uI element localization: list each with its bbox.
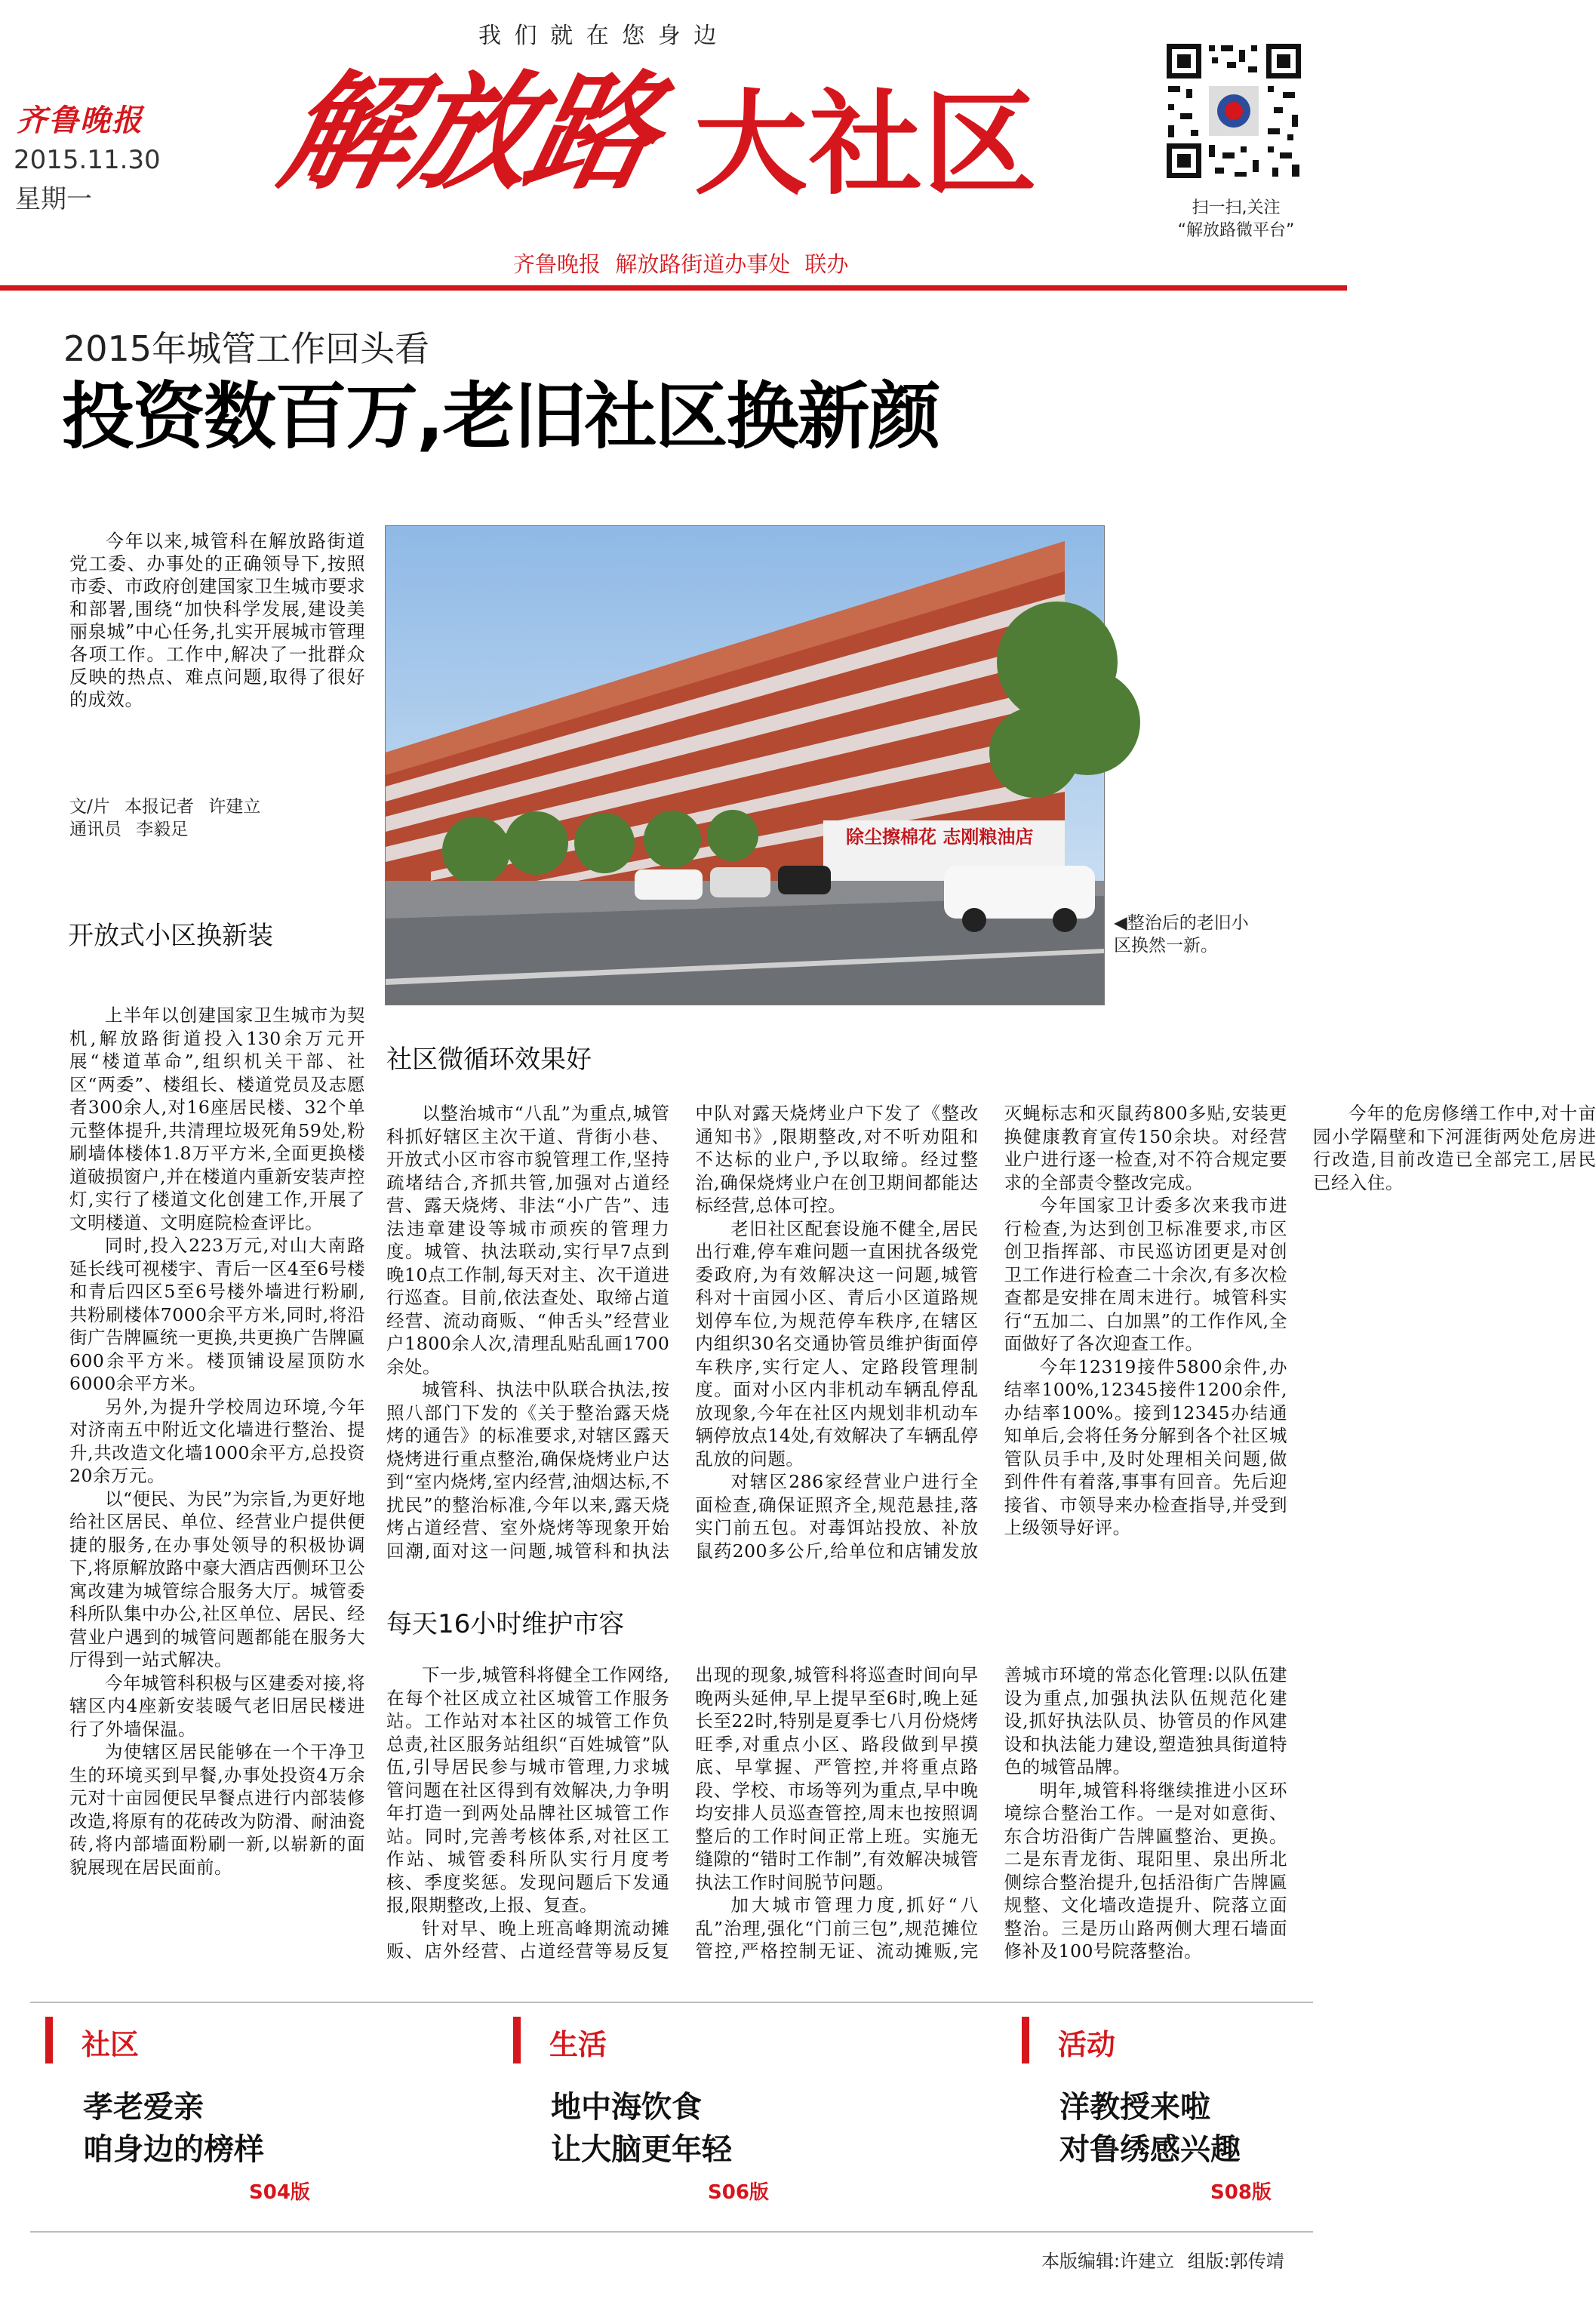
footer-item-line2: 对鲁绣感兴趣	[1059, 2132, 1241, 2167]
section1-heading: 开放式小区换新装	[68, 921, 273, 951]
section2-heading: 社区微循环效果好	[386, 1045, 592, 1075]
masthead-rule	[0, 285, 1347, 291]
paper-logo: 齐鲁晚报	[17, 103, 143, 138]
photo-shop-sign: 除尘擦棉花 志刚粮油店	[846, 826, 1034, 848]
issue-weekday: 星期一	[15, 184, 92, 214]
footer-item-line1: 地中海饮食	[551, 2090, 702, 2125]
section2-body: 以整治城市“八乱”为重点,城管科抓好辖区主次干道、背街小巷、开放式小区市容市貌管理工作,坚持疏堵结合,齐抓共管,加强对占道经营、露天烧烤、非法“小广告”、违法违章建设等城市顽疾的管理力度。城管、执法联动,实行早7点到晚10点工作制,每天对主、次干道进行巡查。目前,依法查处、取缔占道经营、流动商贩、“伸舌头”经营业户1800余人次,清理乱贴乱画1700余处。 城管科、执法中队联合执法,按照八部门下发的《关于整治露天烧烤的通告》的标准要求,对辖区露天烧烤进行重点整治,确保烧烤业户达到“室内烧烤,室内经营,油烟达标,不扰民”的整治标准,今年以来,露天烧烤占道经营、室外烧烤等现象开始回潮,面对这一问题,城管科和执法中队对露天烧烤业户下发了《整改通知书》,限期整改,对不听劝阻和不达标的业户,予以取缔。经过整治,确保烧烤业户在创卫期间都能达标经营,总体可控。 老旧社区配套设施不健全,居民出行难,停车难问题一直困扰各级党委政府,为有效解决这一问题,城管科对十亩园小区、青后小区道路规划停车位,为规范停车秩序,在辖区内组织30名交通协管员维护街面停车秩序,实行定人、定路段管理制度。面对小区内非机动车辆乱停乱放现象,今年在社区内规划非机动车辆停放点14处,有效解决了车辆乱停乱放的问题。 对辖区286家经营业户进行全面检查,确保证照齐全,规范悬挂,落实门前五包。对毒饵站投放、补放鼠药200多公斤,给单位和店铺发放灭蝇标志和灭鼠药800多贴,安装更换健康教育宣传150余块。对经营业户进行逐一检查,对不符合规定要求的全部责令整改完成。 今年国家卫计委多次来我市进行检查,为达到创卫标准要求,市区创卫指挥部、市民巡访团更是对创卫工作进行检查二十余次,有多次检查都是安排在周末进行。城管科实行“五加二、白加黑”的工作作风,全面做好了各次迎查工作。 今年12319接件5800余件,办结率100%,12345接件1200余件,办结率100%。接到12345办结通知单后,会将任务分解到各个社区城管队员手中,及时处理相关问题,做到件件有着落,事事有回音。先后迎接省、市领导来办检查指导,并受到上级领导好评。 今年的危房修缮工作中,对十亩园小学隔壁和下河涯街两处危房进行改造,目前改造已全部完工,居民已经入住。	[386, 1103, 1596, 1562]
footer-item-tag: 生活	[549, 2028, 607, 2061]
footer-item-bar	[513, 2017, 521, 2063]
footer-item-line1: 洋教授来啦	[1059, 2090, 1210, 2125]
qr-code-graphic	[1162, 39, 1305, 183]
footer-item-bar	[45, 2017, 53, 2063]
footer-bottom-rule	[30, 2231, 1313, 2233]
footer-item-page: S04版	[249, 2181, 310, 2204]
footer-item-community[interactable]	[45, 2017, 332, 2205]
street-photo-illustration	[386, 526, 1104, 1005]
footer-item-page: S06版	[708, 2181, 769, 2204]
masthead-partners: 齐鲁晚报 解放路街道办事处 联办	[513, 251, 849, 277]
byline-correspondent: 通讯员 李毅足	[69, 820, 189, 839]
qr-caption-line2: “解放路微平台”	[1177, 221, 1295, 240]
masthead-title-main: 大社区	[694, 79, 1039, 211]
article-headline: 投资数百万,老旧社区换新颜	[62, 374, 939, 459]
section3-heading: 每天16小时维护市容	[386, 1609, 625, 1639]
footer-editor-credit: 本版编辑:许建立 组版:郭传靖	[1041, 2251, 1284, 2272]
footer-item-life[interactable]	[513, 2017, 800, 2205]
footer-item-tag: 社区	[81, 2028, 140, 2061]
footer-item-bar	[1022, 2017, 1029, 2063]
footer-item-page: S08版	[1210, 2181, 1272, 2204]
footer-item-tag: 活动	[1058, 2028, 1116, 2061]
masthead-title-script: 解放路	[269, 57, 669, 207]
qr-caption-line1: 扫一扫,关注	[1192, 199, 1281, 217]
section1-body: 上半年以创建国家卫生城市为契机,解放路街道投入130余万元开展“楼道革命”,组织机关干部、社区“两委”、楼组长、楼道党员及志愿者300余人,对16座居民楼、32个单元整体提升,共清理垃圾死角59处,粉刷墙体楼体1.8万平方米,全面更换楼道破损窗户,并在楼道内重新安装声控灯,实行了楼道文化创建工作,开展了文明楼道、文明庭院检查评比。 同时,投入223万元,对山大南路延长线可视楼宇、青后一区4至6号楼和青后四区5至6号楼外墙进行粉刷,共粉刷楼体7000余平方米,同时,将沿街广告牌匾统一更换,共更换广告牌匾600余平方米。楼顶铺设屋顶防水6000余平方米。 另外,为提升学校周边环境,今年对济南五中附近文化墙进行整治、提升,共改造文化墙1000余平方,总投资20余万元。 以“便民、为民”为宗旨,为更好地给社区居民、单位、经营业户提供便捷的服务,在办事处领导的积极协调下,将原解放路中豪大酒店西侧环卫公寓改建为城管综合服务大厅。城管委科所队集中办公,社区单位、居民、经营业户遇到的城管问题都能在服务大厅得到一站式解决。 今年城管科积极与区建委对接,将辖区内4座新安装暖气老旧居民楼进行了外墙保温。 为使辖区居民能够在一个干净卫生的环境买到早餐,办事处投资4万余元对十亩园便民早餐点进行内部装修改造,将原有的花砖改为防滑、耐油瓷砖,将内部墙面粉刷一新,以崭新的面貌展现在居民面前。	[69, 1005, 365, 1878]
photo-caption: ◀整治后的老旧小区换然一新。	[1114, 913, 1249, 956]
qr-code[interactable]	[1162, 39, 1305, 183]
footer-item-line2: 让大脑更年轻	[551, 2132, 732, 2167]
footer-item-activity[interactable]	[1022, 2017, 1308, 2205]
article-lead: 今年以来,城管科在解放路街道党工委、办事处的正确领导下,按照市委、市政府创建国家卫生城市要求和部署,围绕“加快科学发展,建设美丽泉城”中心任务,扎实开展城市管理各项工作。工作中,解决了一批群众反映的热点、难点问题,取得了很好的成效。	[69, 531, 365, 710]
article-kicker: 2015年城管工作回头看	[63, 328, 430, 369]
masthead-slogan: 我 们 就 在 您 身 边	[478, 23, 720, 49]
footer-item-line2: 咱身边的榜样	[83, 2132, 264, 2167]
byline-reporter: 文/片 本报记者 许建立	[69, 797, 261, 817]
footer-item-line1: 孝老爱亲	[83, 2090, 204, 2125]
article-photo	[385, 525, 1105, 1005]
section3-body: 下一步,城管科将健全工作网络,在每个社区成立社区城管工作服务站。工作站对本社区的城管工作负总责,社区服务站组织“百姓城管”队伍,引导居民参与城市管理,力求城管问题在社区得到有效解决,力争明年打造一到两处品牌社区城管工作站。同时,完善考核体系,对社区工作站、城管委科所队实行月度考核、季度奖惩。发现问题后下发通报,限期整改,上报、复查。 针对早、晚上班高峰期流动摊贩、店外经营、占道经营等易反复出现的现象,城管科将巡查时间向早晚两头延伸,早上提早至6时,晚上延长至22时,特别是夏季七八月份烧烤旺季,对重点小区、路段做到早摸底、早掌握、严管控,并将重点路段、学校、市场等列为重点,早中晚均安排人员巡查管控,周末也按照调整后的工作时间正常上班。实施无缝隙的“错时工作制”,有效解决城管执法工作时间脱节问题。 加大城市管理力度,抓好“八乱”治理,强化“门前三包”,规范摊位管控,严格控制无证、流动摊贩,完善城市环境的常态化管理:以队伍建设为重点,加强执法队伍规范化建设,抓好执法队员、协管员的作风建设和执法能力建设,塑造独具街道特色的城管品牌。 明年,城管科将继续推进小区环境综合整治工作。一是对如意街、东合坊沿街广告牌匾整治、更换。二是东青龙街、琨阳里、泉出所北侧综合整治提升,包括沿街广告牌匾规整、文化墙改造提升、院落立面整治。三是历山路两侧大理石墙面修补及100号院落整治。	[386, 1664, 1287, 1962]
footer-top-rule	[30, 2002, 1313, 2003]
issue-date: 2015.11.30	[14, 145, 161, 175]
